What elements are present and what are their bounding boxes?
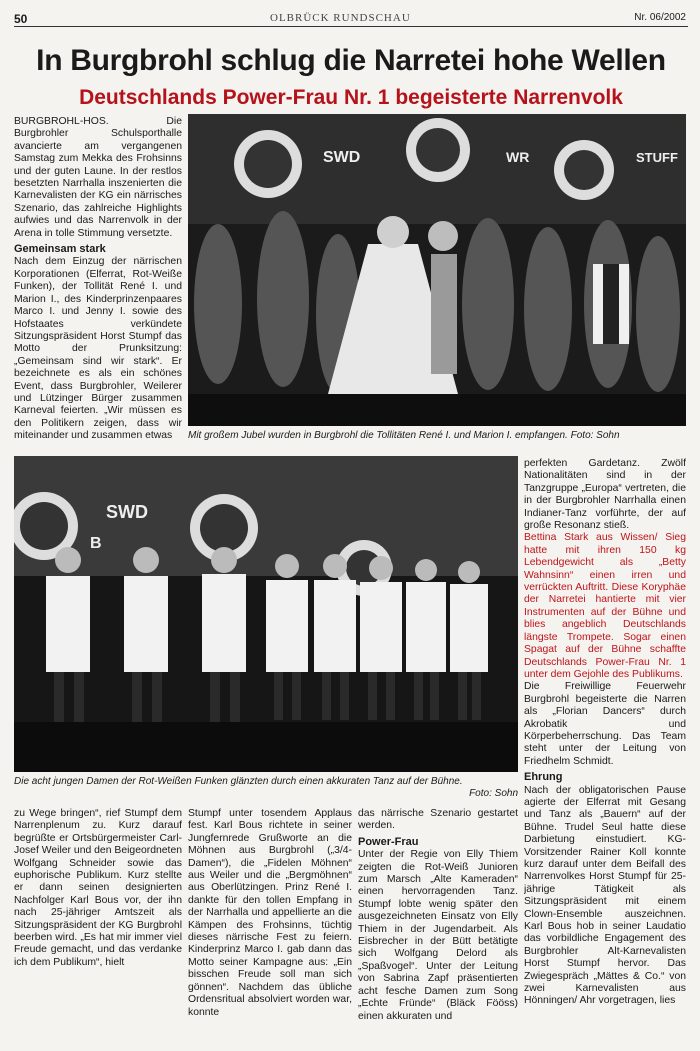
caption-text: Die acht jungen Damen der Rot-Weißen Funken glänzten durch einen akkuraten Tanz auf der Bühne. [14,776,463,787]
highlighted-paragraph: Bettina Stark aus Wissen/ Sieg hatte mit ihren 150 kg Lebendgewicht als „Betty Wahnsinn“ einen irren und verrückten Auftritt. Diese Koryphäe der Narretei hantierte mit vier Instrumenten auf der Bühne und blies angeblich Deutschlands längste Trompete. Sogar einen Spagat auf der Bühne schaffte Deutschlands Power-Frau Nr. 1 unter dem Gejohle des Publikums. [524,532,686,680]
section-paragraph: Nach dem Einzug der närrischen Korporationen (Elferrat, Rot-Weiße Funken), der Tollität René I. und Marion I., des Kinderprinzenpaares Marco I. und Jenny I. sowie des Hofstaates verkündete Sitzungspräsident Horst Stumpf das Motto der Prunksitzung: „Gemeinsam sind wir stark“. Er bezeichnete es als ein schönes Event, dass Burgbrohler, Weilerer und Lützinger Bürger zusammen Karneval feierten. „Wir müssen es den Politikern zeigen, dass wir miteinander und zusammen etwas [14,256,182,442]
banner-text: SWD [323,149,361,166]
paragraph: Die Freiwillige Feuerwehr Burgbrohl begeisterte die Narren als „Florian Dancers“ durch Akrobatik und Körperbeherrschung. Das Team steht unter der Leitung von Friedhelm Schmidt. [524,681,686,767]
subheadline: Deutschlands Power-Frau Nr. 1 begeisterte Narrenvolk [79,86,623,109]
article-column-2 [188,808,352,1046]
section-paragraph: Nach der obligatorischen Pause agierte der Elferrat mit Gesang und Tanz als „Bauern“ auf der Bühne. Trudel Seul hatte diese Darbietung einstudiert. KG-Vorsitzender Rainer Koll konnte kurz darauf unter dem Beifall des Narrenvolkes Horst Stumpf für 25-jährige Tätigkeit als Sitzungspräsident mit einem Clown-Ensemble auszeichnen. Karl Bous hob in seiner Laudatio das vorbildliche Engagement des Burgbrohler Alt-Karnevalisten Horst Stumpf hervor. Das Zwiegespräch „Mättes & Co.“ von zwei Karnevalisten aus Hönningen/ Ahr vorgetragen, lies [524,784,686,1007]
banner-text: STUFF [636,150,678,165]
photo-caption-top: Mit großem Jubel wurden in Burgbrohl die Tollitäten René I. und Marion I. empfangen. Foto: Sohn [188,430,620,441]
article-column-4 [524,458,686,1046]
paragraph: Stumpf unter tosendem Applaus fest. Karl Bous richtete in seiner Jungfernrede Grußworte an die Möhnen aus Burgbrohl („3/4-Damen“), die „Fidelen Möhnen“ aus Weiler und die „Bergmöhnen“ aus Oberlützingen. Prinz René I. dankte für den tollen Empfang in der Narrhalla und appellierte an die Kämpen des Frohsinns, tüchtig dieses närrische Fest zu feiern. Kinderprinz Marco I. gab dann das Motto seiner Kampagne aus: „Ein bisschen Freude soll man sich gönnen“. Nachdem das übliche Ordensritual absolviert worden war, konnte [188,808,352,1018]
photo-credit: Foto: Sohn [469,788,518,799]
banner-text: B [90,535,102,552]
headline: In Burgbrohl schlug die Narretei hohe Wellen [36,44,666,77]
photo-caption-bottom [14,776,518,800]
banner-text: SWD [106,502,148,522]
issue-number: Nr. 06/2002 [634,12,686,23]
paragraph: zu Wege bringen“, rief Stumpf dem Narrenplenum zu. Kurz darauf begrüßte er Ortsbürgermeister Carl-Josef Weiler und den Beigeordneten Wolfgang Schneider sowie das euphorische Publikum. Kurz stellte er dann seinen designierten Nachfolger Karl Bous vor, der ihn nach 25-jähriger Amtszeit als Sitzungspräsident der KG Burgbrohl beerben wird. „Es hat mir immer viel Freude gemacht, und das verdanke ich dem Publikum“, hielt [14,808,182,968]
section-heading: Gemeinsam stark [14,243,106,256]
article-column-3 [358,808,518,1046]
section-heading: Ehrung [524,771,563,784]
photo-tollitaeten [188,114,686,426]
paragraph: das närrische Szenario gestartet werden. [358,808,518,832]
article-column-1 [14,116,182,452]
lead-paragraph: BURGBROHL-HOS. Die Burgbrohler Schulsporthalle avancierte am vergangenen Samstag zum Mekka des Frohsinns und der guten Laune. In der restlos besetzten Narrhalla inszenierten die Karnevalisten der KG ein närrisches Szenario, das zahlreiche Highlights aufwies und das Narrenvolk in der Arena in tolle Stimmung versetzte. [14,116,182,239]
section-heading: Power-Frau [358,835,419,848]
header-rule [14,26,688,27]
masthead: OLBRÜCK RUNDSCHAU [270,12,411,24]
section-paragraph: Unter der Regie von Elly Thiem zeigten die Rot-Weiß Junioren zum Marsch „Alte Kameraden“ einen hervorragenden Tanz. Stumpf lobte wenig später den ausgezeichneten Einsatz von Elly Thiem in der Jugendarbeit. Als Eisbrecher in der Bütt betätigte sich Wolfgang Delord als „Spaßvogel“. Unter der Leitung von Sabrina Zapf präsentierten acht fesche Damen zum Song „Echte Fründe“ (Bläck Fööss) einen akkuraten und [358,849,518,1022]
photo-funken [14,456,518,772]
page-number: 50 [14,12,28,26]
paragraph: perfekten Gardetanz. Zwölf Nationalitäten sind in der Tanzgruppe „Europa“ vertreten, die in der Burgbrohler Narrhalla einen Indianer-Tanz vorführte, der auf große Resonanz stieß. [524,458,686,532]
banner-text: WR [506,149,530,165]
article-column-1-continued [14,808,182,1046]
